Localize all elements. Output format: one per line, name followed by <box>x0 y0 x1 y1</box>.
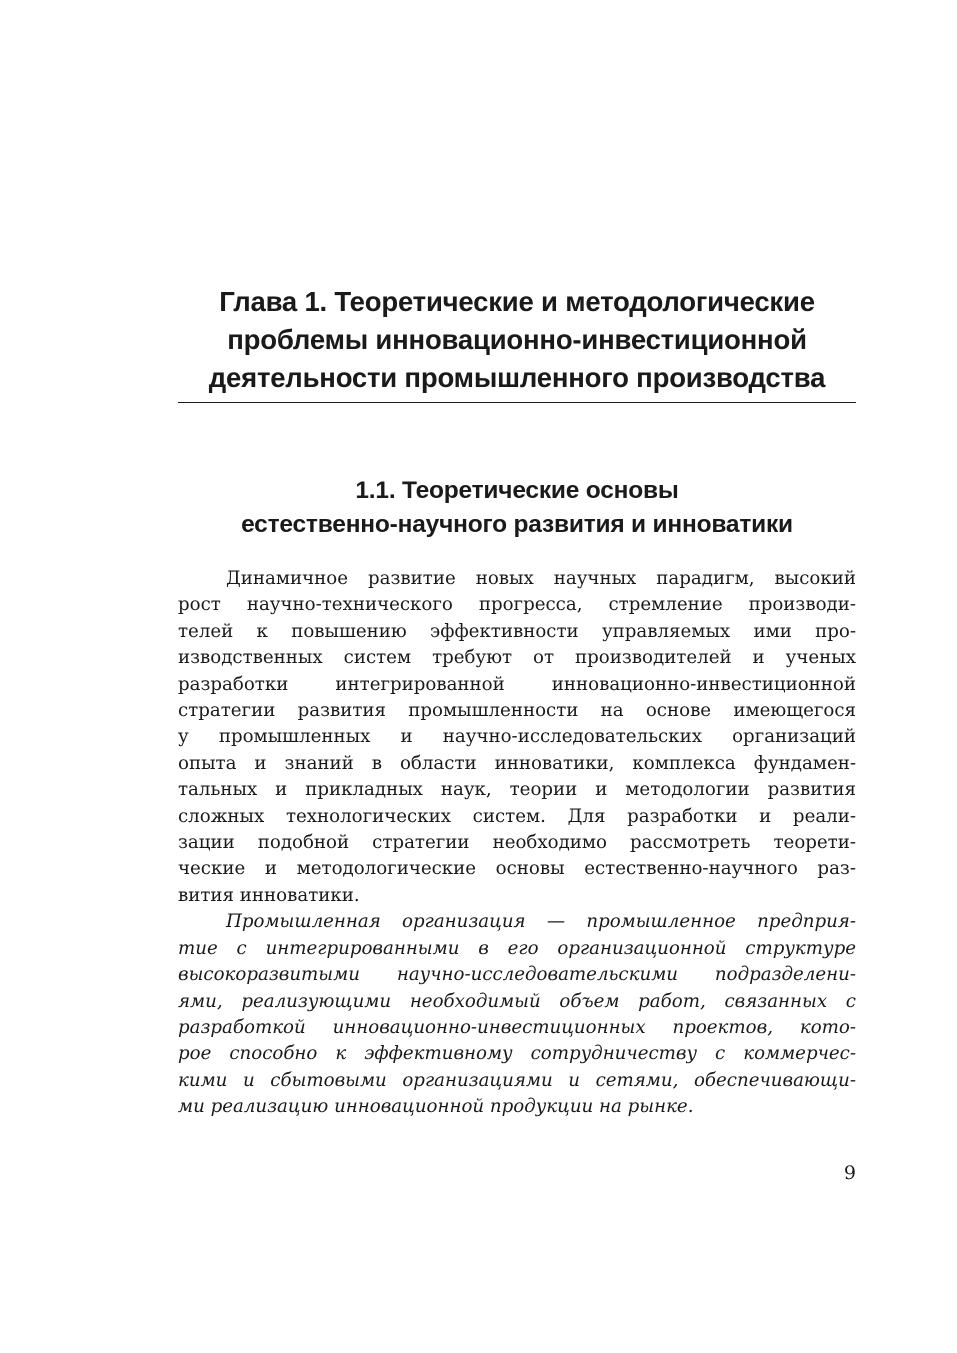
section-title-line: естественно-научного развития и инноватики <box>241 511 793 538</box>
text-line: стратегии развития промышленности на основе имеющегося <box>178 700 856 722</box>
text-line: у промышленных и научно-исследовательских организаций <box>178 726 856 748</box>
text-line: опыта и знаний в области инноватики, комплекса фундамен- <box>178 752 856 774</box>
chapter-title-line: деятельности промышленного производства <box>208 362 826 393</box>
text-line: ями, реализующими необходимый объем работ, связанных с <box>178 990 856 1012</box>
text-line: тие с интегрированными в его организационной структуре <box>178 937 856 959</box>
section-title <box>178 474 856 542</box>
chapter-title-line: Глава 1. Теоретические и методологические <box>219 286 815 317</box>
chapter-title-rule <box>178 402 856 403</box>
text-line: зации подобной стратегии необходимо рассмотреть теорети- <box>178 832 856 854</box>
text-line: тальных и прикладных наук, теории и методологии развития <box>178 779 856 801</box>
text-line: ми реализацию инновационной продукции на рынке. <box>178 1096 694 1118</box>
text-line: высокоразвитыми научно-исследовательскими подразделени- <box>178 964 856 986</box>
text-line: Промышленная организация — промышленное предприя- <box>226 911 856 933</box>
chapter-title-line: проблемы инновационно-инвестиционной <box>227 324 807 355</box>
text-line: разработкой инновационно-инвестиционных проектов, кото- <box>178 1016 856 1038</box>
text-line: Динамичное развитие новых научных парадигм, высокий <box>226 568 856 589</box>
text-line: телей к повышению эффективности управляемых ими про- <box>178 620 856 642</box>
text-line: изводственных систем требуют от производителей и ученых <box>178 647 856 669</box>
text-line: кими и сбытовыми организациями и сетями, обеспечивающи- <box>178 1069 856 1091</box>
text-line: ческие и методологические основы естественно-научного раз- <box>178 858 856 880</box>
text-line: рое способно к эффективному сотрудничеству с коммерчес- <box>178 1043 856 1065</box>
body-text <box>178 566 856 1121</box>
text-line: рост научно-технического прогресса, стремление производи- <box>178 594 856 616</box>
paragraph-definition <box>178 909 856 1120</box>
section-title-line: 1.1. Теоретические основы <box>355 477 679 504</box>
text-line: вития инноватики. <box>178 884 360 906</box>
text-line: сложных технологических систем. Для разработки и реали- <box>178 805 856 827</box>
text-line: разработки интегрированной инновационно-инвестиционной <box>178 673 856 695</box>
paragraph-intro <box>178 566 856 909</box>
page-number: 9 <box>843 1162 856 1184</box>
chapter-title <box>178 283 856 397</box>
